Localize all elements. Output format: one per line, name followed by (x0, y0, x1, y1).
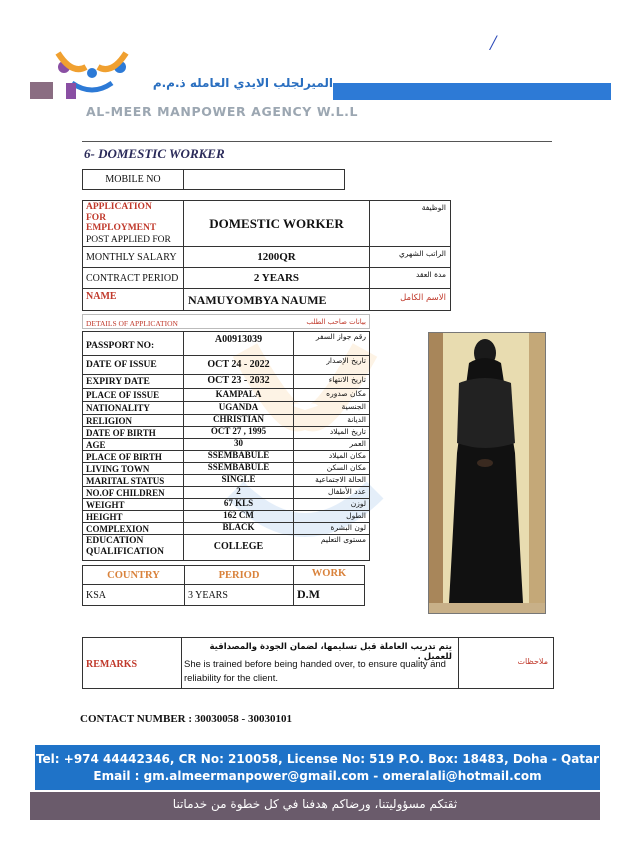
detail-row-arabic: رقم جواز السفر (315, 332, 366, 341)
post-applied-arabic: الوظيفة (421, 203, 446, 212)
detail-row-label: PLACE OF ISSUE (86, 390, 160, 400)
exp-header-country: COUNTRY (107, 570, 160, 581)
contract-label: CONTRACT PERIOD (86, 273, 179, 284)
exp-row-work: D.M (297, 587, 320, 601)
detail-row-arabic: الطول (346, 511, 366, 520)
name-value: NAMUYOMBYA NAUME (188, 293, 327, 307)
detail-row-label: EDUCATION QUALIFICATION (86, 536, 164, 557)
contact-number: CONTACT NUMBER : 30030058 - 30030101 (80, 713, 292, 725)
detail-row-value: SSEMBABULE (207, 462, 270, 472)
detail-row-arabic: الديانة (347, 415, 366, 424)
contract-value: 2 YEARS (253, 272, 300, 284)
detail-row-arabic: مستوى التعليم (320, 535, 366, 544)
detail-row-label: PASSPORT NO: (86, 341, 155, 351)
detail-row-arabic: الجنسية (341, 402, 366, 411)
detail-row-arabic: العمر (349, 439, 366, 448)
name-arabic: الاسم الكامل (400, 293, 446, 303)
post-applied-value: DOMESTIC WORKER (209, 216, 344, 231)
contract-arabic: مدة العقد (416, 270, 446, 279)
detail-row-label: HEIGHT (86, 512, 123, 522)
detail-row-label: PLACE OF BIRTH (86, 452, 162, 462)
exp-row-period: 3 YEARS (188, 590, 228, 601)
exp-row-country: KSA (86, 590, 107, 601)
detail-row-label: NO.OF CHILDREN (86, 488, 165, 498)
detail-row-value: OCT 27 , 1995 (210, 426, 267, 436)
detail-row-arabic: تاريخ الإصدار (326, 356, 366, 365)
detail-row-label: MARITAL STATUS (86, 476, 165, 486)
footer-slogan: ثقتكم مسؤوليتنا، ورضاكم هدفنا في كل خطوة من خدماتنا (172, 797, 458, 811)
section-title: 6- DOMESTIC WORKER (84, 146, 225, 161)
company-logo (52, 45, 132, 105)
post-applied-label: POST APPLIED FOR (86, 235, 171, 245)
detail-row-value: 2 (236, 486, 241, 496)
detail-row-arabic: تاريخ الانتهاء (328, 375, 366, 384)
application-label-line2: FOR (86, 212, 107, 223)
detail-row-label: DATE OF ISSUE (86, 360, 157, 370)
salary-arabic: الراتب الشهري (399, 249, 446, 258)
details-label: DETAILS OF APPLICATION (86, 319, 178, 328)
header-right-bar (333, 83, 611, 100)
remarks-english-text: She is trained before being handed over, to ensure quality and reliability for the client. (184, 659, 446, 684)
footer-email-line: Email : gm.almeermanpower@gmail.com - omeralali@hotmail.com (93, 769, 542, 783)
company-name: AL-MEER MANPOWER AGENCY W.L.L (86, 104, 359, 119)
application-label-line3: EMPLOYMENT (86, 223, 157, 233)
salary-value: 1200QR (257, 251, 296, 263)
detail-row-label: NATIONALITY (86, 403, 150, 413)
detail-row-value: 162 CM (223, 510, 254, 520)
detail-row-arabic: مكان صدوره (326, 389, 366, 398)
detail-row-arabic: عدد الأطفال (328, 487, 366, 496)
detail-row-label: COMPLEXION (86, 524, 149, 534)
detail-row-value: OCT 24 - 2022 (207, 358, 270, 370)
detail-row-value: UGANDA (218, 401, 259, 412)
name-label: NAME (86, 291, 117, 302)
detail-row-label: EXPIRY DATE (86, 377, 150, 387)
detail-row-arabic: تاريخ الميلاد (329, 427, 366, 436)
exp-header-period: PERIOD (218, 570, 260, 581)
detail-row-value: 30 (234, 438, 243, 448)
detail-row-label: RELIGION (86, 416, 133, 426)
detail-row-value: BLACK (222, 522, 255, 532)
detail-row-arabic: لوزن (350, 499, 366, 508)
remarks-arabic-label: ملاحظات (517, 657, 548, 666)
exp-header-work: WORK (311, 568, 347, 579)
detail-row-value: OCT 23 - 2032 (207, 375, 270, 386)
applicant-photo (428, 332, 546, 614)
detail-row-label: AGE (86, 440, 106, 450)
detail-row-value: SINGLE (221, 474, 256, 484)
detail-row-arabic: لون البشرة (330, 523, 366, 532)
application-label-line1: APPLICATION (86, 202, 152, 212)
mobile-label: MOBILE NO (105, 174, 161, 185)
detail-row-value: SSEMBABULE (207, 450, 270, 460)
detail-row-arabic: الحالة الاجتماعية (315, 475, 366, 484)
header-left-bar (30, 82, 53, 99)
detail-row-arabic: مكان السكن (326, 463, 366, 472)
company-arabic-name: الميرلجلب الايدي العامله ذ.م.م (152, 76, 333, 90)
details-arabic: بيانات صاحب الطلب (306, 318, 366, 326)
detail-row-value: A00913039 (214, 334, 263, 345)
application-label-block (86, 202, 156, 234)
header-rule (82, 141, 552, 142)
footer-contact-line: Tel: +974 44442346, CR No: 210058, License No: 519 P.O. Box: 18483, Doha - Qatar (35, 752, 600, 766)
detail-row-value: 67 KLS (223, 498, 254, 508)
detail-row-value: COLLEGE (213, 541, 264, 552)
detail-row-label: WEIGHT (86, 500, 125, 510)
remarks-label: REMARKS (86, 659, 138, 670)
handwritten-mark: / (490, 30, 497, 55)
detail-row-value: CHRISTIAN (212, 414, 264, 424)
remarks-arabic-text: يتم تدريب العاملة قبل تسليمها، لضمان الجودة والمصداقية للعميل . (209, 642, 452, 662)
detail-row-value: KAMPALA (215, 388, 262, 399)
detail-row-label: LIVING TOWN (86, 464, 150, 474)
salary-label: MONTHLY SALARY (86, 252, 177, 263)
mobile-value-cell (183, 169, 345, 190)
detail-row-label: DATE OF BIRTH (86, 428, 156, 438)
detail-row-arabic: مكان الميلاد (328, 451, 366, 460)
